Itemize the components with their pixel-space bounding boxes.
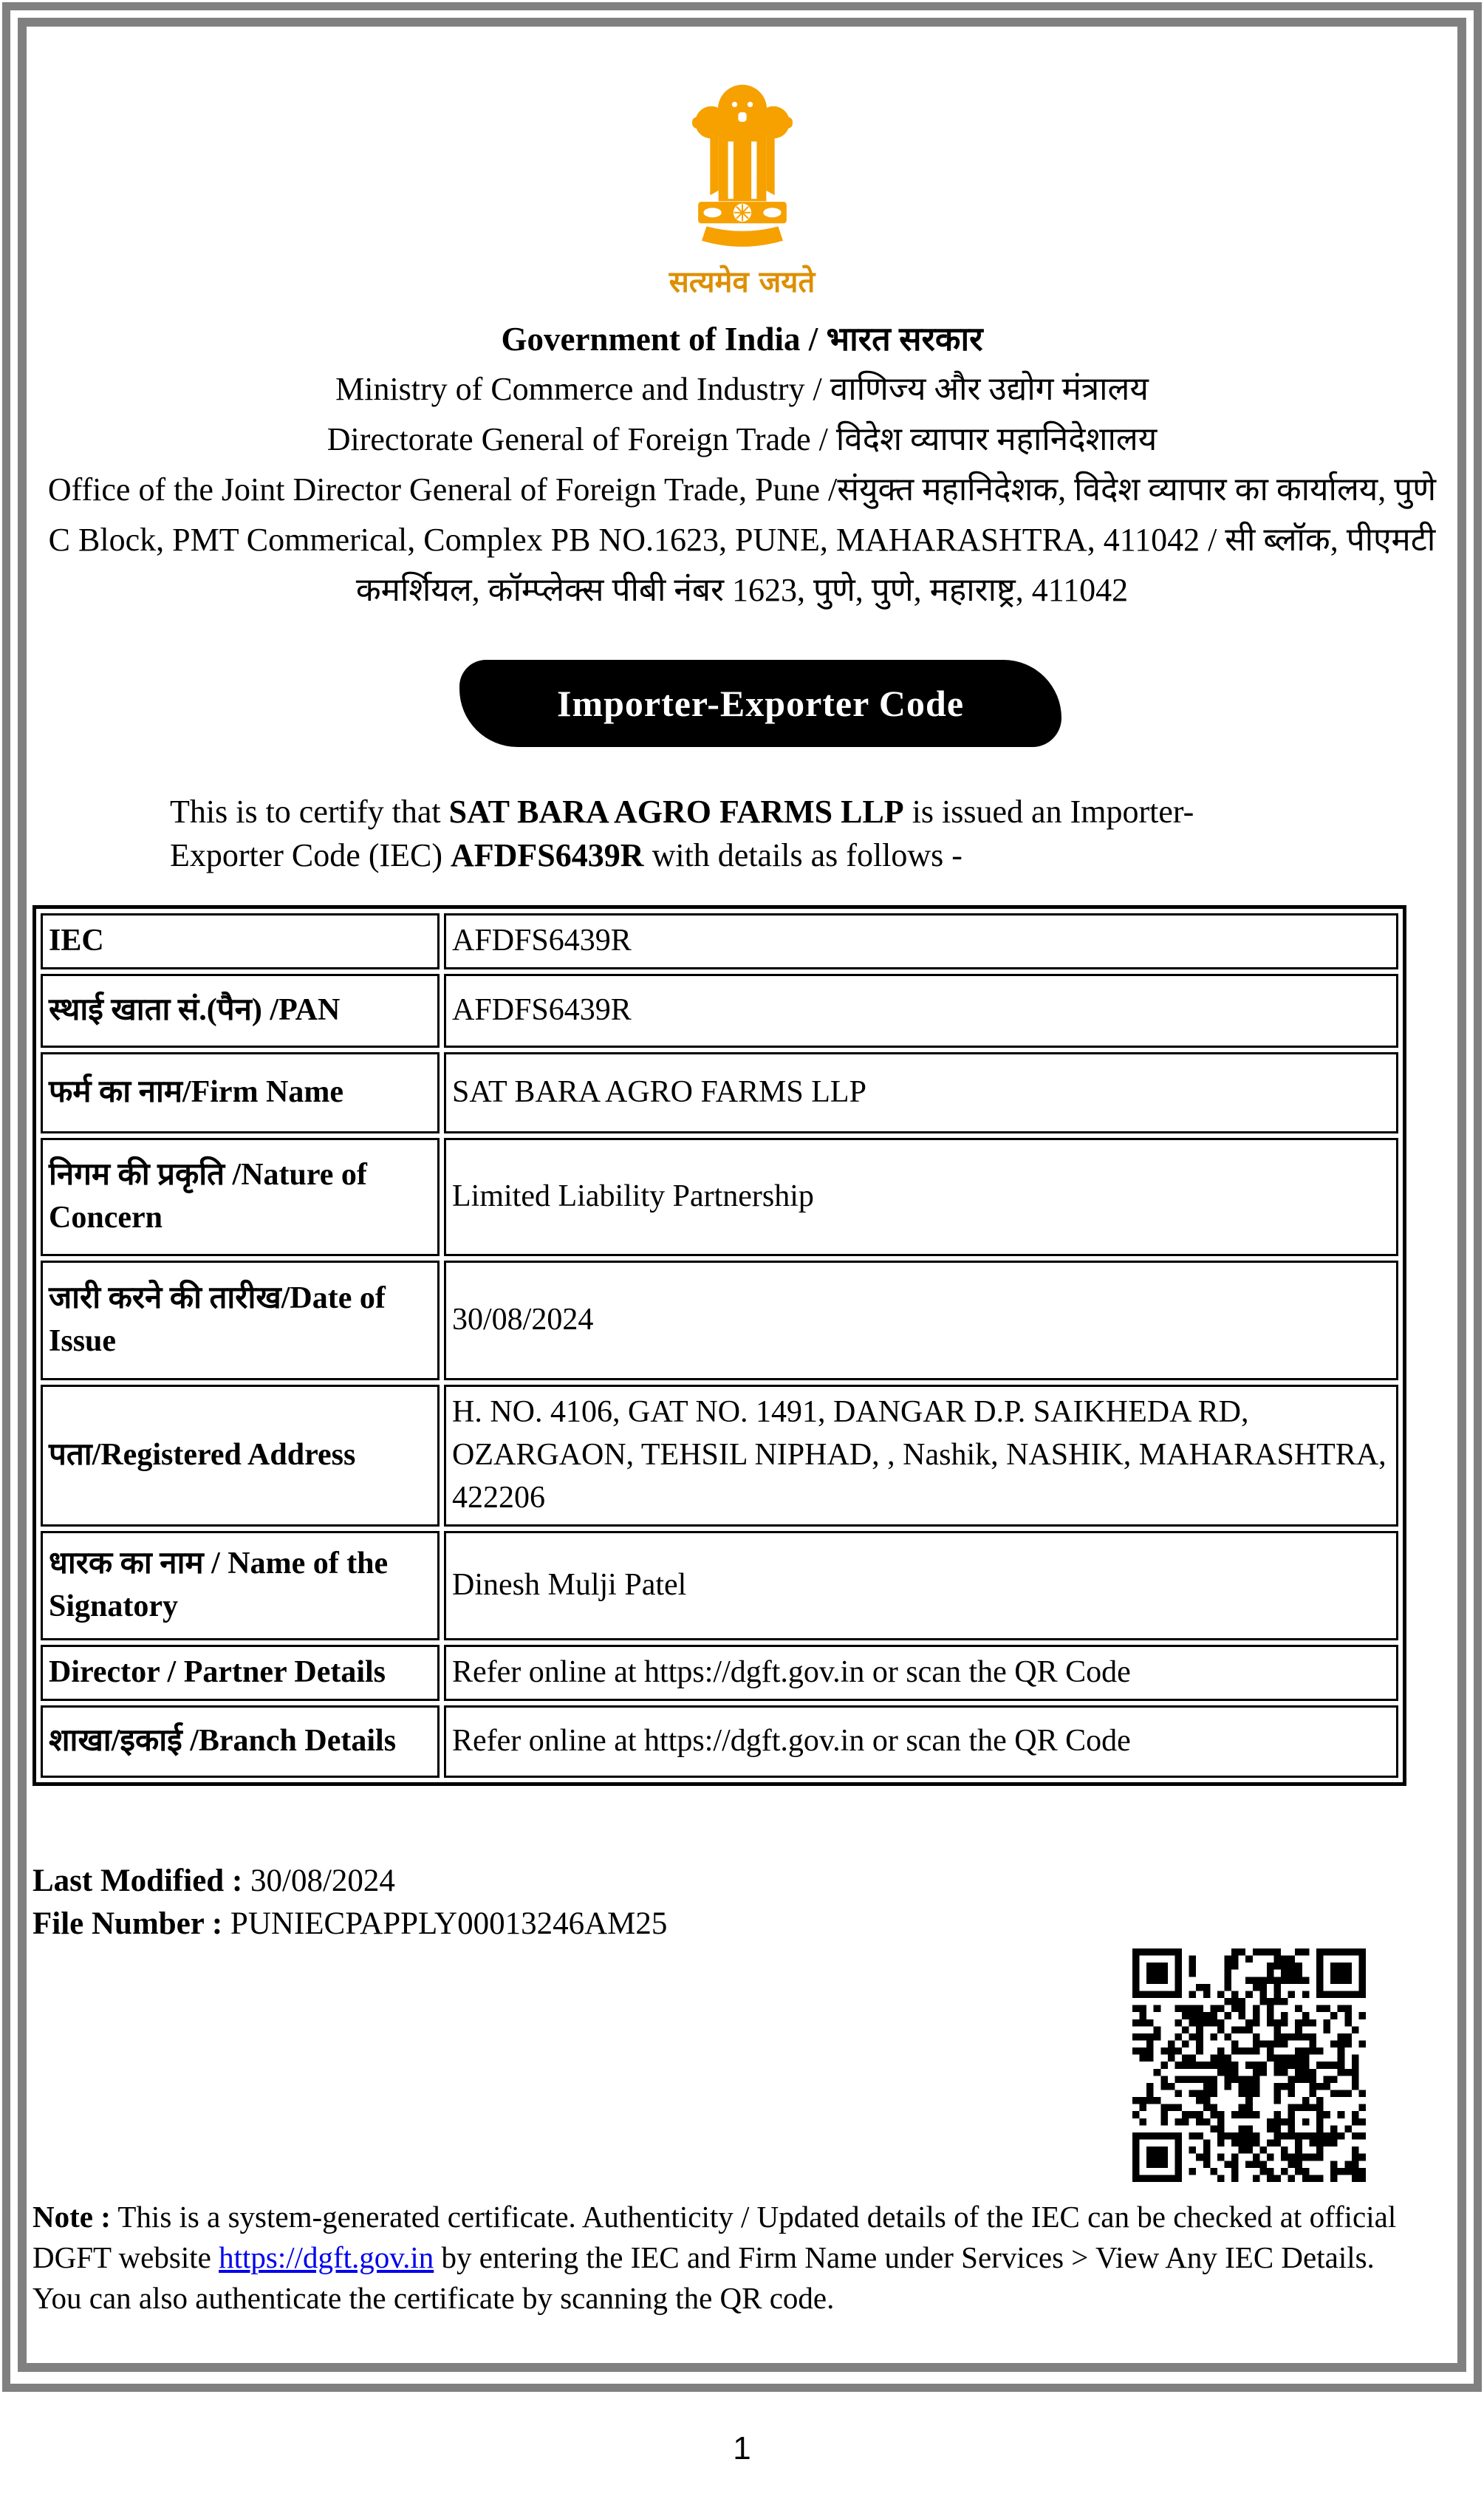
header-office-line-1: Office of the Joint Director General of Foreign Trade, Pune /संयुक्त महानिदेशक, विदेश व्यापार का कार्यालय, पुणे [47, 471, 1437, 508]
row-label: धारक का नाम / Name of the Signatory [41, 1531, 440, 1640]
file-number-value: PUNIECPAPPLY00013246AM25 [230, 1906, 668, 1941]
table-row [41, 1385, 1398, 1527]
footer-meta [33, 1860, 1451, 1946]
dgft-website-link[interactable]: https://dgft.gov.in [219, 2240, 434, 2274]
row-value: H. NO. 4106, GAT NO. 1491, DANGAR D.P. SAIKHEDA RD, OZARGAON, TEHSIL NIPHAD, , Nashik, NASHIK, MAHARASHTRA, 422206 [444, 1385, 1398, 1527]
note-paragraph [33, 2197, 1425, 2319]
row-value: Refer online at https://dgft.gov.in or scan the QR Code [444, 1705, 1398, 1778]
last-modified-value: 30/08/2024 [250, 1863, 395, 1898]
row-value: SAT BARA AGRO FARMS LLP [444, 1052, 1398, 1133]
intro-prefix: This is to certify that [170, 794, 449, 830]
header-ministry-line: Ministry of Commerce and Industry / वाणिज्य और उद्योग मंत्रालय [335, 371, 1149, 407]
qr-code [1132, 1948, 1366, 2182]
iec-banner [459, 660, 1061, 747]
row-label: स्थाई खाता सं.(पैन) /PAN [41, 974, 440, 1048]
header-dgft-line: Directorate General of Foreign Trade / विदेश व्यापार महानिदेशालय [326, 421, 1158, 457]
qr-code-block [33, 1948, 1366, 2186]
table-row [41, 1052, 1398, 1133]
table-row [41, 1705, 1398, 1778]
national-emblem-icon [677, 65, 808, 259]
table-row [41, 1138, 1398, 1256]
table-row [41, 1645, 1398, 1701]
table-row [41, 974, 1398, 1048]
row-label: जारी करने की तारीख/Date of Issue [41, 1261, 440, 1380]
last-modified-label: Last Modified : [33, 1863, 243, 1898]
intro-firm-name: SAT BARA AGRO FARMS LLP [448, 794, 904, 830]
emblem-block [33, 65, 1451, 301]
note-label: Note : [33, 2199, 111, 2234]
row-label: IEC [41, 913, 440, 969]
row-value: Limited Liability Partnership [444, 1138, 1398, 1256]
intro-iec-code: AFDFS6439R [451, 837, 644, 873]
header-office-line-2: C Block, PMT Commerical, Complex PB NO.1623, PUNE, MAHARASHTRA, 411042 / सी ब्लॉक, पीएमटी [48, 522, 1436, 558]
file-number-line [33, 1903, 1451, 1946]
intro-middle: is issued an Importer-Exporter Code (IEC) [170, 794, 1194, 873]
intro-suffix: with details as follows - [643, 837, 962, 873]
note-text-after-link: by entering the IEC and Firm Name under Services > View Any IEC Details. You can also authenticate the certificate by scanning the QR code. [33, 2240, 1375, 2315]
row-label: निगम की प्रकृति /Nature of Concern [41, 1138, 440, 1256]
row-value: Refer online at https://dgft.gov.in or scan the QR Code [444, 1645, 1398, 1701]
row-value: Dinesh Mulji Patel [444, 1531, 1398, 1640]
header-office-line-3: कमर्शियल, कॉम्प्लेक्स पीबी नंबर 1623, पुणे, पुणे, महाराष्ट्र, 411042 [355, 572, 1129, 608]
note-text-before-link: This is a system-generated certificate. Authenticity / Updated details of the IEC can be checked at official DGFT website [33, 2199, 1397, 2274]
certification-statement [170, 790, 1211, 877]
file-number-label: File Number : [33, 1906, 223, 1941]
row-label: Director / Partner Details [41, 1645, 440, 1701]
table-row [41, 1261, 1398, 1380]
row-value: 30/08/2024 [444, 1261, 1398, 1380]
header-govt-line: Government of India / भारत सरकार [501, 321, 983, 358]
emblem-motto: सत्यमेव जयते [669, 265, 815, 299]
row-value: AFDFS6439R [444, 974, 1398, 1048]
table-row [41, 913, 1398, 969]
row-label: पता/Registered Address [41, 1385, 440, 1527]
iec-banner-label: Importer-Exporter Code [556, 683, 965, 724]
outer-border-frame [2, 2, 1482, 2392]
table-row [41, 1531, 1398, 1640]
iec-table-body [41, 913, 1398, 1778]
page-number: 1 [733, 2430, 751, 2466]
iec-details-table [33, 905, 1406, 1786]
certificate-header [33, 314, 1451, 616]
row-label: फर्म का नाम/Firm Name [41, 1052, 440, 1133]
last-modified-line [33, 1860, 1451, 1903]
iec-certificate-page [0, 2, 1484, 2513]
inner-border-frame [18, 18, 1466, 2372]
row-label: शाखा/इकाई /Branch Details [41, 1705, 440, 1778]
row-value: AFDFS6439R [444, 913, 1398, 969]
